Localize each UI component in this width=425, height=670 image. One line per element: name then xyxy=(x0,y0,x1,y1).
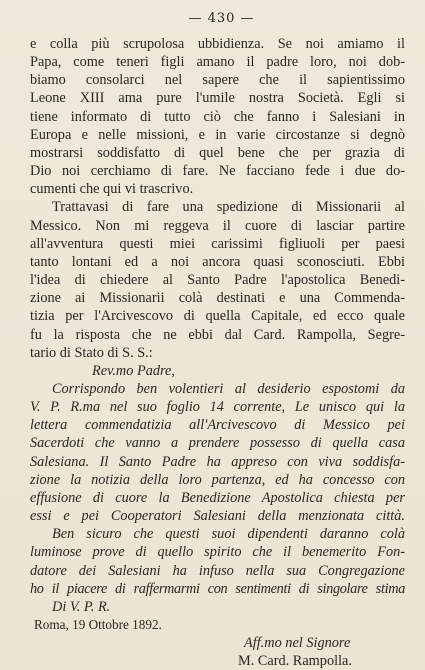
letter-signoff: Aff.mo nel Signore xyxy=(244,635,351,652)
text-line: tizia per l'Arcivescovo di quella Capitale, ed ecco quale xyxy=(30,308,405,325)
text-line: Trattavasi di fare una spedizione di Missionarii al xyxy=(52,199,405,216)
text-line: zione ai Missionarii colà destinati e una Commenda- xyxy=(30,290,405,307)
paragraph-intro xyxy=(30,35,405,198)
letter-salutation: Rev.mo Padre, xyxy=(92,362,175,379)
text-line: e colla più scrupolosa ubbidienza. Se noi amiamo il xyxy=(30,36,405,52)
letter-line: V. P. R.ma nel suo foglio 14 corrente, Le unisco qui la xyxy=(30,399,405,416)
letter-line: Sacerdoti che vanno a prendere possesso di quella casa xyxy=(30,435,405,452)
text-line: tiene informato di tutto ciò che fanno i Salesiani in xyxy=(30,108,405,125)
letter-closing-vpr: Di V. P. R. xyxy=(52,598,111,615)
letter-line: Ben sicuro che questi suoi dipendenti daranno colà xyxy=(52,526,405,543)
letter-line: luminose prove di quello spirito che il benemerito Fon- xyxy=(30,544,405,561)
letter-line: Salesiana. Il Santo Padre ha appreso con viva soddisfa- xyxy=(30,453,405,470)
letter-line: lettera commendatizia all'Arcivescovo di Messico pei xyxy=(30,417,405,434)
text-line: Leone XIII ama pure l'umile nostra Società. Egli si xyxy=(30,90,405,107)
letter-line: zione la notizia della loro partenza, ed ha concesso con xyxy=(30,471,405,488)
letter-line: ho il piacere di raffermarmi con sentimenti di singolare stima xyxy=(30,580,405,597)
letter-line: datore dei Salesiani ha infuso nella sua Congregazione xyxy=(30,562,405,579)
text-line: biamo consolarci nel sapere che il sapientissimo xyxy=(30,72,405,89)
page-body xyxy=(30,35,405,670)
page-number: — 430 — xyxy=(188,11,255,26)
text-line: fu la risposta che ne ebbi dal Card. Rampolla, Segre- xyxy=(30,326,405,343)
paragraph-request xyxy=(30,198,405,361)
letter-signature: M. Card. Rampolla. xyxy=(238,653,352,670)
text-line: Dio noi cerchiamo di fare. Ne facciano fede i due do- xyxy=(30,163,405,180)
letter-paragraph-1 xyxy=(30,380,405,525)
letter-dateline: Roma, 19 Ottobre 1892. xyxy=(34,617,162,632)
text-line: tario di Stato di S. S.: xyxy=(30,344,153,361)
text-line: tanto lontani ed a noi ancora quasi sconosciuti. Ebbi xyxy=(30,253,405,270)
text-line: l'idea di chiedere al Santo Padre l'apostolica Benedi- xyxy=(30,272,405,289)
text-line: all'avventura questi miei carissimi figliuoli per paesi xyxy=(30,235,405,252)
text-line: mostrarsi soddisfatto di quel bene che per grazia di xyxy=(30,144,405,161)
text-line: cumenti che qui vi trascrivo. xyxy=(30,181,194,198)
letter-paragraph-2 xyxy=(30,525,405,598)
text-line: Europa e nelle missioni, e in varie circostanze si degnò xyxy=(30,126,405,143)
letter-line: essi e pei Cooperatori Salesiani della menzionata città. xyxy=(30,508,405,525)
text-line: Papa, come teneri figli amano il padre loro, noi dob- xyxy=(30,54,405,71)
text-line: Messico. Non mi reggeva il cuore di lasciar partire xyxy=(30,217,405,234)
letter-line: effusione di cuore la Benedizione Apostolica chiesta per xyxy=(30,489,405,506)
letter-line: Corrispondo ben volentieri al desiderio espostomi da xyxy=(52,380,405,397)
